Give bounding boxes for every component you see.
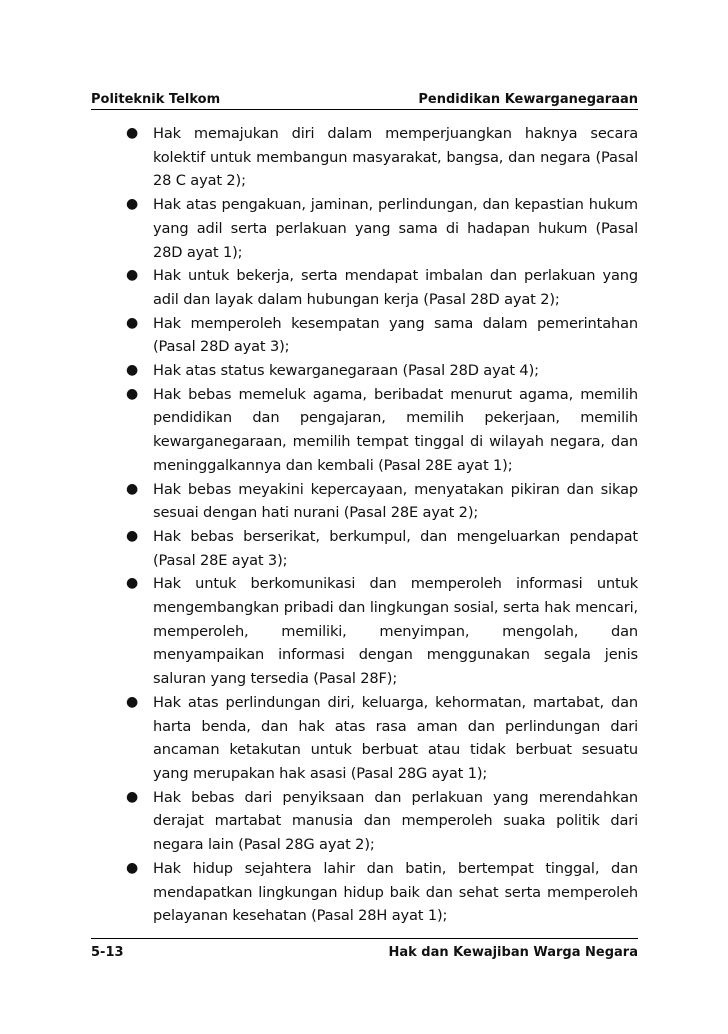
bullet-icon: ● <box>125 125 139 141</box>
list-item <box>91 691 638 786</box>
list-item <box>91 359 638 383</box>
list-item-text: Hak bebas berserikat, berkumpul, dan mengeluarkan pendapat (Pasal 28E ayat 3); <box>153 527 638 569</box>
list-item-text: Hak hidup sejahtera lahir dan batin, bertempat tinggal, dan mendapatkan lingkungan hidup baik dan sehat serta memperoleh pelayanan kesehatan (Pasal 28H ayat 1); <box>153 859 638 925</box>
bullet-icon: ● <box>125 385 139 402</box>
header-institution: Politeknik Telkom <box>91 92 221 107</box>
list-item <box>91 478 638 525</box>
list-item <box>91 525 638 572</box>
bullet-icon: ● <box>125 196 139 213</box>
bullet-icon: ● <box>125 575 139 592</box>
list-item-text: Hak bebas meyakini kepercayaan, menyatakan pikiran dan sikap sesuai dengan hati nurani (Pasal 28E ayat 2); <box>153 480 638 522</box>
page-footer <box>91 938 638 969</box>
footer-chapter-title: Hak dan Kewajiban Warga Negara <box>388 945 638 960</box>
bullet-icon: ● <box>125 788 139 805</box>
list-item <box>91 383 638 478</box>
list-item <box>91 193 638 264</box>
list-item-text: Hak bebas dari penyiksaan dan perlakuan yang merendahkan derajat martabat manusia dan memperoleh suaka politik dari negara lain (Pasal 28G ayat 2); <box>153 788 638 854</box>
list-item-text: Hak atas pengakuan, jaminan, perlindungan, dan kepastian hukum yang adil serta perlakuan yang sama di hadapan hukum (Pasal 28D ayat 1); <box>153 196 638 261</box>
footer-page-number: 5-13 <box>91 945 124 960</box>
bullet-icon: ● <box>125 693 139 710</box>
list-item <box>91 857 638 928</box>
bullet-icon: ● <box>125 527 139 544</box>
bullet-icon: ● <box>125 362 139 379</box>
page-content <box>91 122 638 928</box>
page-header <box>91 85 638 110</box>
bullet-icon: ● <box>125 267 139 284</box>
list-item <box>91 122 638 193</box>
list-item <box>91 312 638 359</box>
bullet-icon: ● <box>125 314 139 331</box>
bullet-icon: ● <box>125 859 139 876</box>
bullet-icon: ● <box>125 480 139 497</box>
list-item <box>91 572 638 691</box>
list-item-text: Hak memperoleh kesempatan yang sama dalam pemerintahan (Pasal 28D ayat 3); <box>153 314 638 356</box>
list-item-text: Hak untuk bekerja, serta mendapat imbalan dan perlakuan yang adil dan layak dalam hubungan kerja (Pasal 28D ayat 2); <box>153 267 638 308</box>
list-item-text: Hak atas perlindungan diri, keluarga, kehormatan, martabat, dan harta benda, dan hak atas rasa aman dan perlindungan dari ancaman ketakutan untuk berbuat atau tidak berbuat sesuatu yang merupakan hak asasi (Pasal 28G ayat 1); <box>153 693 638 782</box>
rights-list <box>91 122 638 928</box>
list-item <box>91 264 638 311</box>
list-item-text: Hak untuk berkomunikasi dan memperoleh informasi untuk mengembangkan pribadi dan lingkungan sosial, serta hak mencari, memperoleh, memiliki, menyimpan, mengolah, dan menyampaikan informasi dengan menggunakan segala jenis saluran yang tersedia (Pasal 28F); <box>153 575 638 688</box>
list-item <box>91 786 638 857</box>
list-item-text: Hak memajukan diri dalam memperjuangkan haknya secara kolektif untuk membangun masyarakat, bangsa, dan negara (Pasal 28 C ayat 2); <box>153 125 638 190</box>
list-item-text: Hak atas status kewarganegaraan (Pasal 28D ayat 4); <box>153 362 539 380</box>
header-course-title: Pendidikan Kewarganegaraan <box>418 92 638 107</box>
list-item-text: Hak bebas memeluk agama, beribadat menurut agama, memilih pendidikan dan pengajaran, memilih pekerjaan, memilih kewarganegaraan, memilih tempat tinggal di wilayah negara, dan meninggalkannya dan kembali (Pasal 28E ayat 1); <box>153 385 638 474</box>
